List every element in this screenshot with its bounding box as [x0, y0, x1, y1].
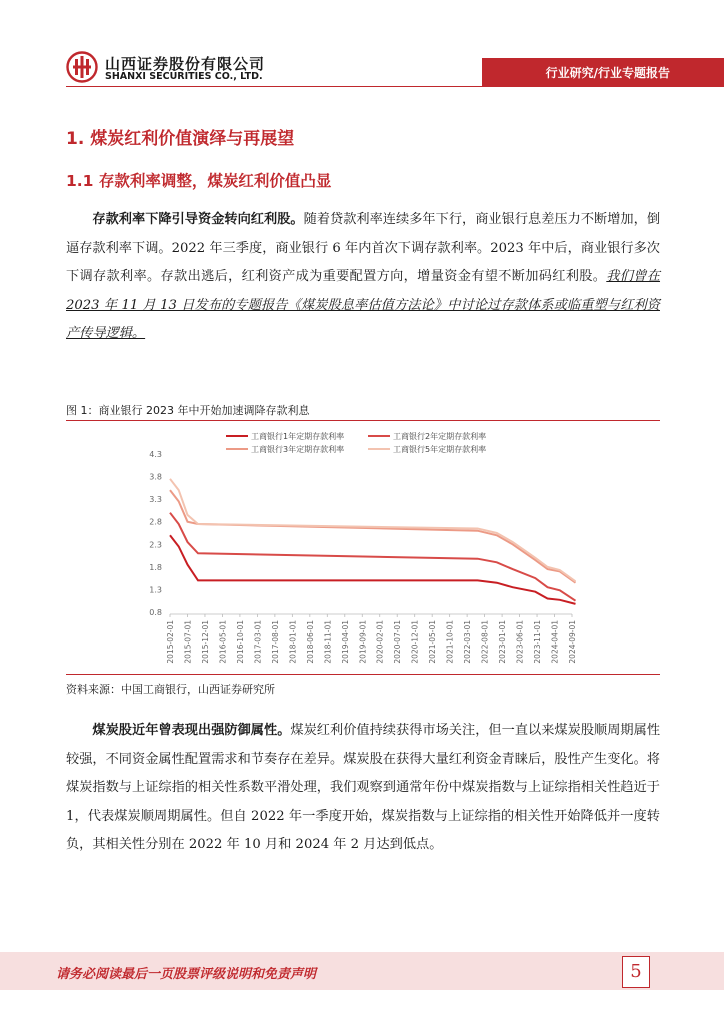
x-tick-label: 2021-05-01 — [428, 620, 438, 664]
paragraph-lead: 煤炭股近年曾表现出强防御属性。 — [92, 723, 291, 738]
x-tick-label: 2017-03-01 — [253, 620, 263, 664]
figure-bottom-rule — [66, 674, 660, 675]
legend-label: 工商银行2年定期存款利率 — [393, 432, 487, 441]
subsection-heading: 1.1 存款利率调整，煤炭红利价值凸显 — [66, 172, 332, 190]
x-tick-label: 2018-01-01 — [288, 620, 298, 664]
header-divider — [66, 86, 724, 87]
x-tick-label: 2023-11-01 — [533, 620, 543, 664]
report-reference: 我们曾在 2023 年 11 月 13 日发布的专题报告《煤炭股息率估值方法论》中讨论过存款体系或临重塑与红利资产传导逻辑。 — [66, 269, 661, 342]
y-tick-label: 1.8 — [149, 562, 162, 572]
company-logo-icon — [66, 51, 98, 83]
figure-top-rule — [66, 420, 660, 421]
y-tick-label: 1.3 — [149, 585, 162, 595]
deposit-rate-chart — [140, 428, 580, 668]
x-tick-label: 2023-06-01 — [515, 620, 525, 664]
paragraph-lead: 存款利率下降引导资金转向红利股。 — [92, 212, 304, 227]
paragraph-coal-defensive — [66, 717, 660, 860]
x-tick-label: 2019-04-01 — [340, 620, 350, 664]
x-tick-label: 2024-04-01 — [550, 620, 560, 664]
x-tick-label: 2015-02-01 — [166, 620, 175, 664]
x-tick-label: 2020-12-01 — [410, 620, 420, 664]
y-axis — [149, 450, 162, 617]
x-tick-label: 2016-05-01 — [218, 620, 228, 664]
chart-legend — [226, 431, 486, 454]
x-tick-label: 2018-11-01 — [323, 620, 333, 664]
y-tick-label: 2.3 — [149, 540, 162, 550]
x-tick-label: 2019-09-01 — [358, 620, 368, 664]
y-tick-label: 3.3 — [149, 495, 162, 505]
paragraph-deposit-rate — [66, 206, 660, 349]
company-name-en: SHANXI SECURITIES CO., LTD. — [105, 71, 263, 82]
y-tick-label: 2.8 — [149, 517, 162, 527]
footer-disclaimer: 请务必阅读最后一页股票评级说明和免责声明 — [56, 967, 317, 982]
company-name-cn: 山西证券股份有限公司 — [105, 55, 266, 73]
legend-label: 工商银行3年定期存款利率 — [251, 445, 345, 454]
x-tick-label: 2021-10-01 — [445, 620, 455, 664]
x-tick-label: 2017-08-01 — [270, 620, 280, 664]
series-line — [170, 479, 576, 582]
figure-source: 资料来源：中国工商银行，山西证券研究所 — [66, 683, 275, 696]
paragraph-body: 随着贷款利率连续多年下行，商业银行息差压力不断增加，倒逼存款利率下调。2022 年三季度，商业银行 6 年内首次下调存款利率。2023 年中后，商业银行多次下调存款利率。存款出逃后，红利资产成为重要配置方向，增量资金有望不断加码红利股。 — [66, 212, 661, 285]
x-axis — [166, 614, 577, 664]
x-tick-label: 2024-09-01 — [568, 620, 577, 664]
legend-label: 工商银行5年定期存款利率 — [393, 445, 487, 454]
report-category: 行业研究/行业专题报告 — [545, 66, 670, 80]
legend-label: 工商银行1年定期存款利率 — [251, 432, 345, 441]
x-tick-label: 2020-07-01 — [393, 620, 403, 664]
x-tick-label: 2023-01-01 — [498, 620, 508, 664]
x-tick-label: 2015-07-01 — [183, 620, 193, 664]
section-heading: 1. 煤炭红利价值演绎与再展望 — [66, 129, 295, 149]
x-tick-label: 2015-12-01 — [200, 620, 210, 664]
chart-series — [170, 479, 576, 604]
paragraph-body: 煤炭红利价值持续获得市场关注，但一直以来煤炭股顺周期属性较强，不同资金属性配置需求和节奏存在差异。煤炭股在获得大量红利资金青睐后，股性产生变化。将煤炭指数与上证综指的相关性系数平滑处理，我们观察到通常年份中煤炭指数与上证综指相关性趋近于 1，代表煤炭顺周期属性。但自 2022 年一季度开始，煤炭指数与上证综指的相关性开始降低并一度转负，其相关性分别在 2022 年 10 月和 2024 年 2 月达到低点。 — [66, 723, 661, 853]
x-tick-label: 2022-08-01 — [480, 620, 490, 664]
x-tick-label: 2020-02-01 — [375, 620, 385, 664]
y-tick-label: 3.8 — [149, 472, 162, 482]
page-number: 5 — [622, 956, 650, 988]
x-tick-label: 2018-06-01 — [305, 620, 315, 664]
y-tick-label: 0.8 — [149, 608, 162, 617]
x-tick-label: 2022-03-01 — [463, 620, 473, 664]
series-line — [170, 490, 576, 583]
x-tick-label: 2016-10-01 — [235, 620, 245, 664]
y-tick-label: 4.3 — [149, 450, 162, 459]
figure-title: 图 1：商业银行 2023 年中开始加速调降存款利息 — [66, 404, 310, 417]
